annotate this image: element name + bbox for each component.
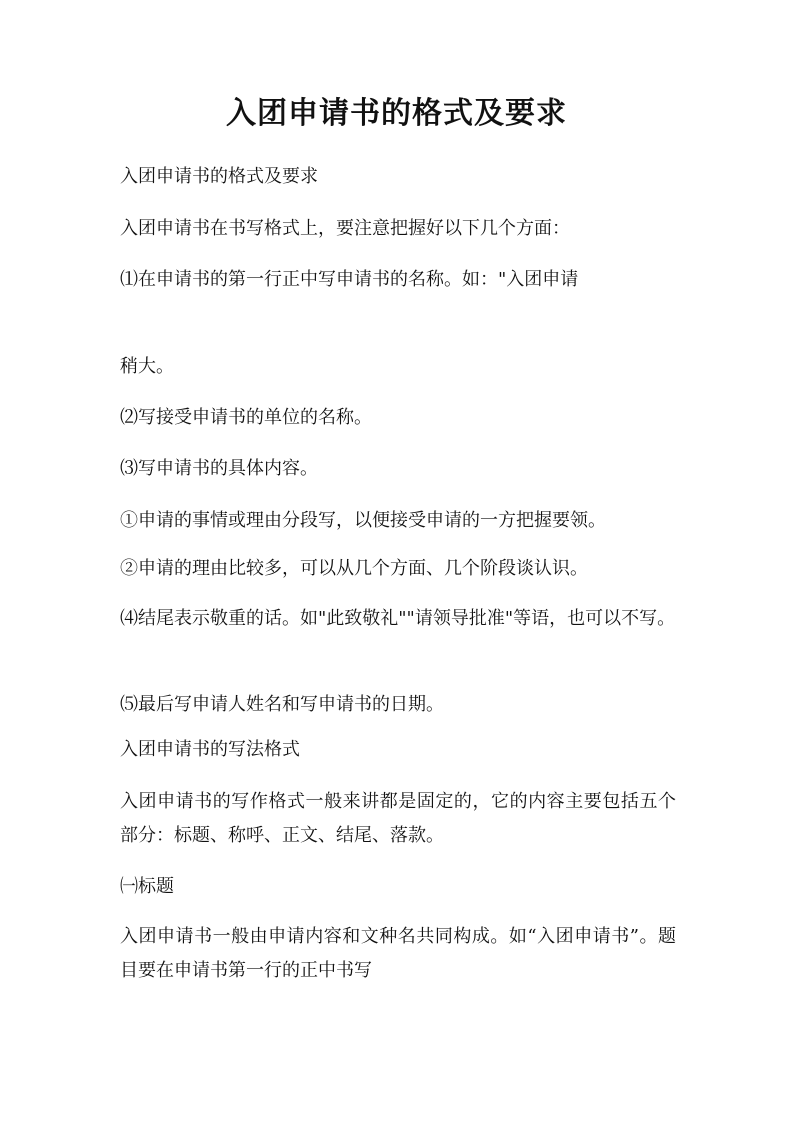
paragraph-intro: 入团申请书在书写格式上，要注意把握好以下几个方面： [120,218,570,239]
section-heading-writing: 入团申请书的写法格式 [120,739,300,760]
section-heading-title: ㈠标题 [120,876,174,897]
document-title: 入团申请书的格式及要求 [226,96,567,131]
paragraph-item-3: ⑶写申请书的具体内容。 [120,458,318,479]
paragraph-title-desc: 入团申请书一般由申请内容和文种名共同构成。如“入团申请书”。题目要在申请书第一行的正中书写 [120,926,676,981]
paragraph-subitem-2: ②申请的理由比较多，可以从几个方面、几个阶段谈认识。 [120,558,588,579]
section-heading-format: 入团申请书的格式及要求 [120,166,318,187]
paragraph-item-2: ⑵写接受申请书的单位的名称。 [120,407,372,428]
paragraph-item-1: ⑴在申请书的第一行正中写申请书的名称。如："入团申请 [120,269,579,290]
paragraph-item-5: ⑸最后写申请人姓名和写申请书的日期。 [120,694,444,715]
paragraph-continuation: 稍大。 [120,356,174,377]
paragraph-item-4: ⑷结尾表示敬重的话。如"此致敬礼""请领导批准"等语，也可以不写。 [120,608,676,629]
paragraph-subitem-1: ①申请的事情或理由分段写，以便接受申请的一方把握要领。 [120,510,606,531]
paragraph-writing-format: 入团申请书的写作格式一般来讲都是固定的，它的内容主要包括五个部分：标题、称呼、正文、结尾、落款。 [120,791,676,846]
